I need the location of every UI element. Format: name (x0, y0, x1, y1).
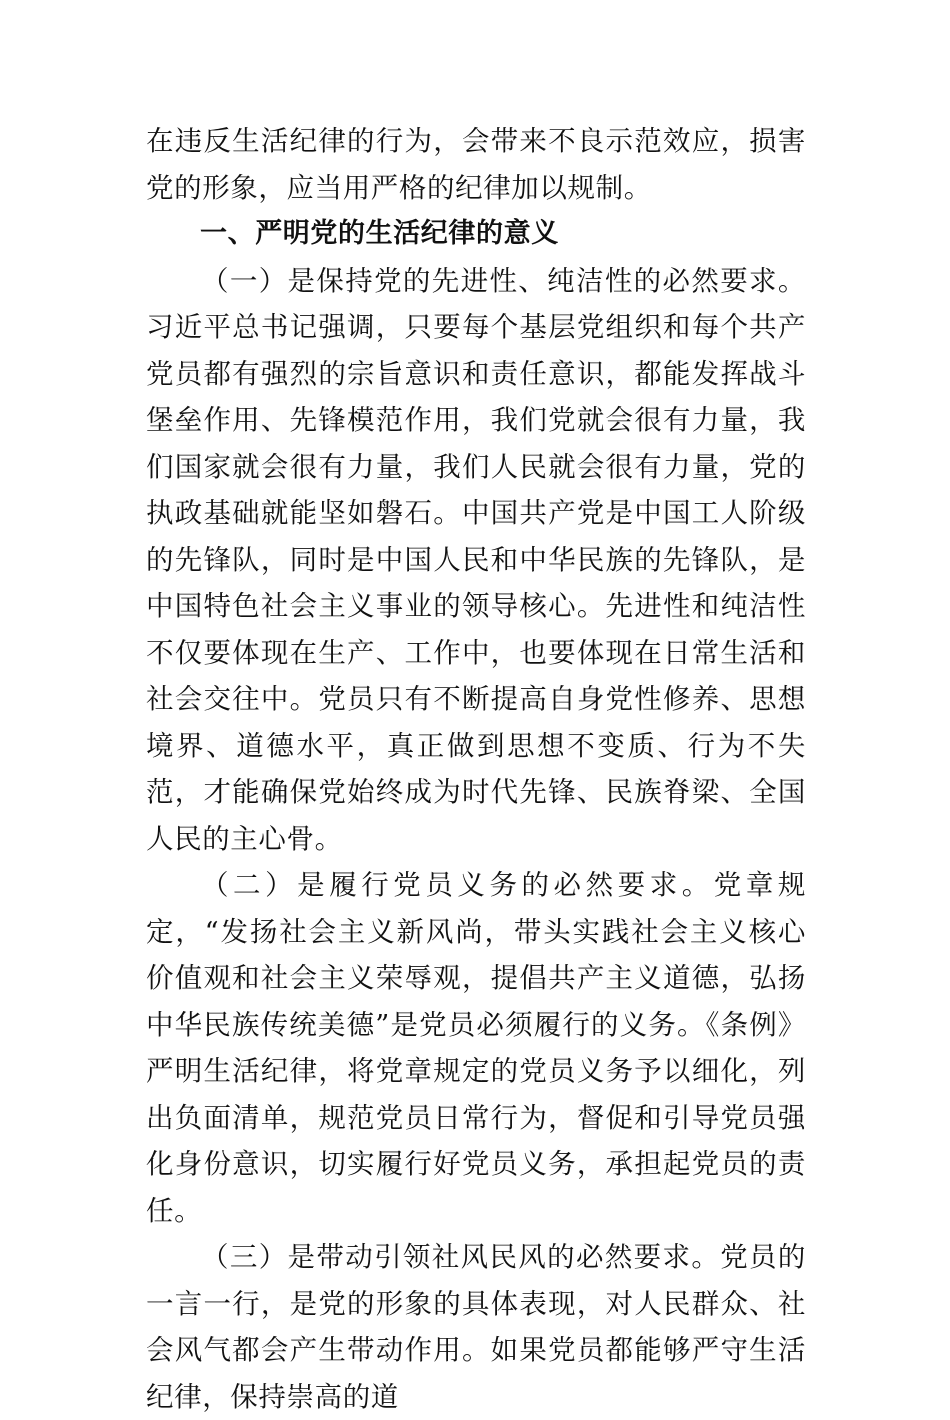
paragraph-point-1: （一）是保持党的先进性、纯洁性的必然要求。习近平总书记强调，只要每个基层党组织和每个共产党员都有强烈的宗旨意识和责任意识，都能发挥战斗堡垒作用、先锋模范作用，我们党就会很有力量，我们国家就会很有力量，我们人民就会很有力量，党的执政基础就能坚如磐石。中国共产党是中国工人阶级的先锋队，同时是中国人民和中华民族的先锋队，是中国特色社会主义事业的领导核心。先进性和纯洁性不仅要体现在生产、工作中，也要体现在日常生活和社会交往中。党员只有不断提高自身党性修养、思想境界、道德水平，真正做到思想不变质、行为不失范，才能确保党始终成为时代先锋、民族脊梁、全国人民的主心骨。 (146, 264, 806, 855)
paragraph-continuation: 在违反生活纪律的行为，会带来不良示范效应，损害党的形象，应当用严格的纪律加以规制。 (146, 125, 806, 204)
paragraph-point-2: （二）是履行党员义务的必然要求。党章规定，“发扬社会主义新风尚，带头实践社会主义核心价值观和社会主义荣辱观，提倡共产主义道德，弘扬中华民族传统美德”是党员必须履行的义务。《条例》严明生活纪律，将党章规定的党员义务予以细化，列出负面清单，规范党员日常行为，督促和引导党员强化身份意识，切实履行好党员义务，承担起党员的责任。 (146, 869, 806, 1227)
section-heading: 一、严明党的生活纪律的意义 (200, 218, 559, 249)
document-body (146, 118, 806, 1420)
paragraph-point-3: （三）是带动引领社风民风的必然要求。党员的一言一行，是党的形象的具体表现，对人民群众、社会风气都会产生带动作用。如果党员都能够严守生活纪律，保持崇高的道 (146, 1241, 806, 1413)
